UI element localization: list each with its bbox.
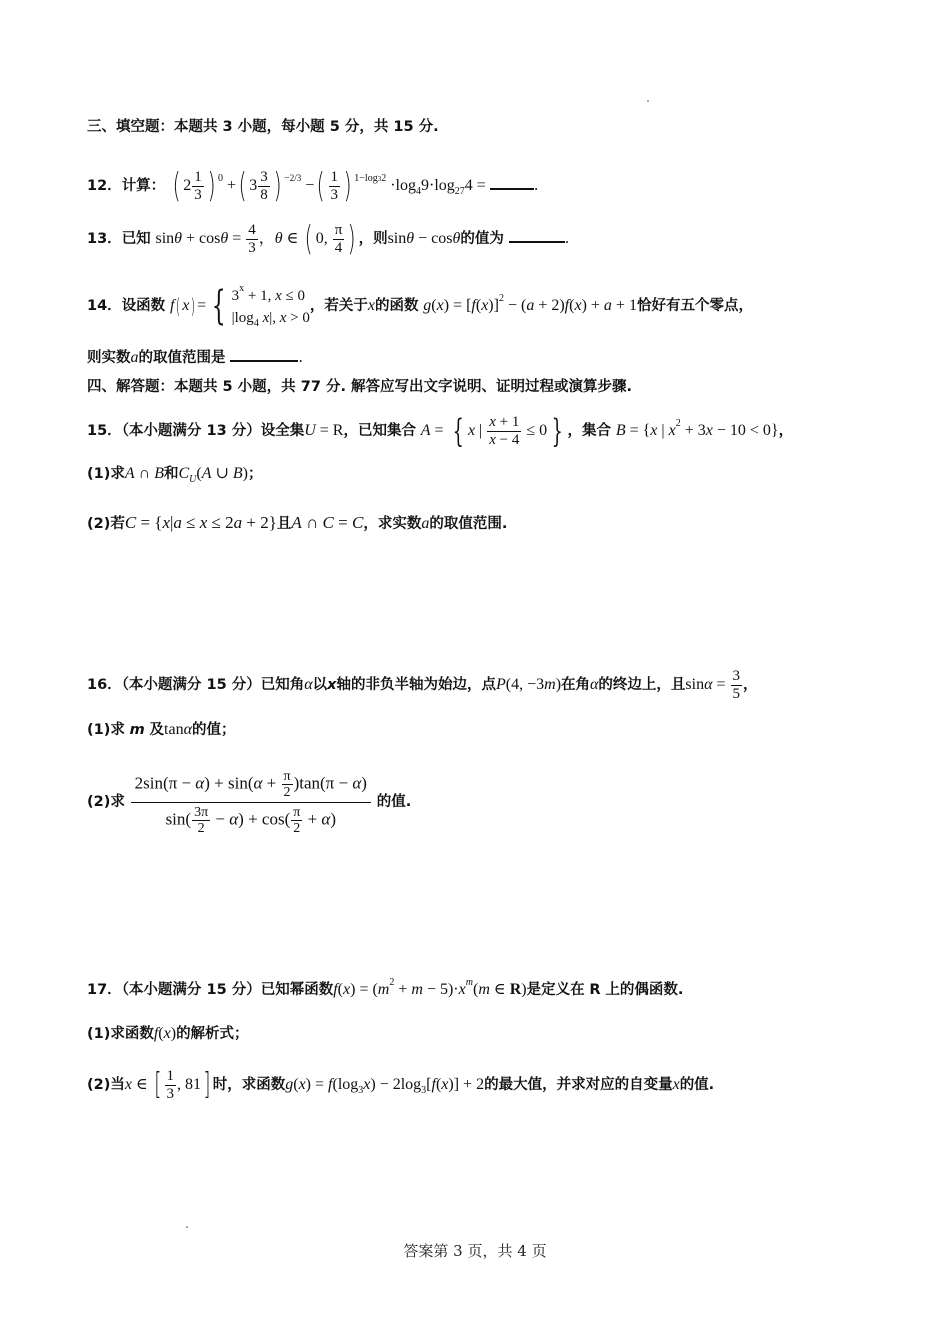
q14-function-g: $g(x) = [f(x)]^2 - (a + 2)f(x) + a + 1$ (423, 293, 637, 314)
q13-answer-blank[interactable] (509, 227, 565, 243)
question-14-line2: 则实数a的取值范围是 . (87, 348, 304, 366)
q17-number: 17． (87, 982, 122, 998)
q15-set-A: A = { x | $\frac{x + 1}{x - 4}$ ≤ 0 } (420, 412, 563, 451)
q15-number: 15． (87, 423, 122, 439)
question-12: 12．计算： ( 2 $\frac{1}{3}$ ) $^0$ +( 3 $\frac{3}{8}$ ) $^{-2/3}$ −( $\frac{1}{3}$ ) $^{1-log32} \cdot\log_49\cdot\log_{27}4$ = . (87, 166, 539, 207)
section4-heading: 四、解答题：本题共 5 小题，共 77 分. 解答应写出文字说明、证明过程或演算步骤. (87, 379, 633, 395)
section3-heading: 三、填空题：本题共 3 小题，每小题 5 分，共 15 分. (87, 119, 439, 135)
q14-number: 14． (87, 298, 122, 314)
question-17-part1: (1)求函数f(x)的解析式； (87, 1025, 249, 1042)
question-13: 13．已知 sinθ + cosθ = $\frac{4}{3}$ ，θ ∈ ( 0, $\frac{\pi}{4}$ ) ，则sinθ − cosθ的值为 . (87, 219, 570, 260)
q16-number: 16． (87, 677, 122, 693)
q12-answer-blank[interactable] (490, 174, 534, 190)
q13-number: 13． (87, 231, 122, 247)
q13-condition: sinθ + cosθ = $\frac{4}{3}$ ，θ ∈ ( 0, $\frac{\pi}{4}$ ) (155, 219, 356, 260)
question-16-part2: (2)求 2sin(π − α) + sin(α + $\frac{\pi}{2}$ )tan(π − α) sin( $\frac{3\pi}{2}$ − α) + cos( $\frac{\pi}{2}$ + α) 的值. (87, 768, 412, 836)
q14-answer-blank[interactable] (230, 346, 298, 362)
question-16-part1: (1)求 m 及tanα的值； (87, 721, 236, 738)
q16-fraction: 2sin(π − α) + sin(α + $\frac{\pi}{2}$ )tan(π − α) sin( $\frac{3\pi}{2}$ − α) + cos( $\frac{\pi}{2}$ + α) (131, 767, 371, 838)
question-15: 15．（本小题满分 13 分）设全集U = R，已知集合 A = { x | $\frac{x + 1}{x - 4}$ ≤ 0 } ，集合 B = {x | $x^2 + 3x - 10 < 0$}， (87, 412, 794, 451)
question-17-part2: (2)当x ∈ [ $\frac{1}{3}$ , 81] 时，求函数$g(x) = f(\log_3x) - 2\log_3[f(x)] + 2$的最大值，并求对应的自变量x的值. (87, 1067, 715, 1103)
question-15-part1: (1)求A ∩ B和$C_U(A$ ∪ B)； (87, 465, 263, 485)
q14-piecewise: f(x)= { $3^x + 1$, x ≤ 0 $|\log_4$ x|, x > 0 (169, 282, 310, 330)
question-15-part2: (2)若C = {x|a ≤ x ≤ 2a + 2}且A ∩ C = C，求实数a的取值范围. (87, 513, 508, 532)
q12-number: 12． (87, 178, 122, 194)
q15-set-B: B = {x | $x^2 + 3x - 10 < 0$} (615, 418, 779, 439)
speck-mark (647, 100, 649, 102)
q12-expression: ( 2 $\frac{1}{3}$ ) $^0$ +( 3 $\frac{3}{8}$ ) $^{-2/3}$ −( $\frac{1}{3}$ ) $^{1-log32} \cdot\log_49\cdot\log_{27}4$ = (172, 166, 490, 207)
speck-mark (186, 1226, 188, 1228)
question-17: 17．（本小题满分 15 分）已知幂函数$f(x) = (m^2 + m - 5)\cdot x^m(m$ ∈ R)是定义在 R 上的偶函数. (87, 977, 684, 998)
question-16: 16．（本小题满分 15 分）已知角α以x轴的非负半轴为始边，点P(4, −3m)在角α的终边上，且sinα = $\frac{3}{5}$ ， (87, 667, 758, 702)
page-footer: 答案第 3 页，共 4 页 (403, 1242, 547, 1260)
question-14: 14．设函数 f(x)= { $3^x + 1$, x ≤ 0 $|\log_4$ x|, x > 0，若关于x的函数 $g(x) = [f(x)]^2 - (a + 2)f(x) + a + 1$恰好有五个零点， (87, 282, 753, 330)
